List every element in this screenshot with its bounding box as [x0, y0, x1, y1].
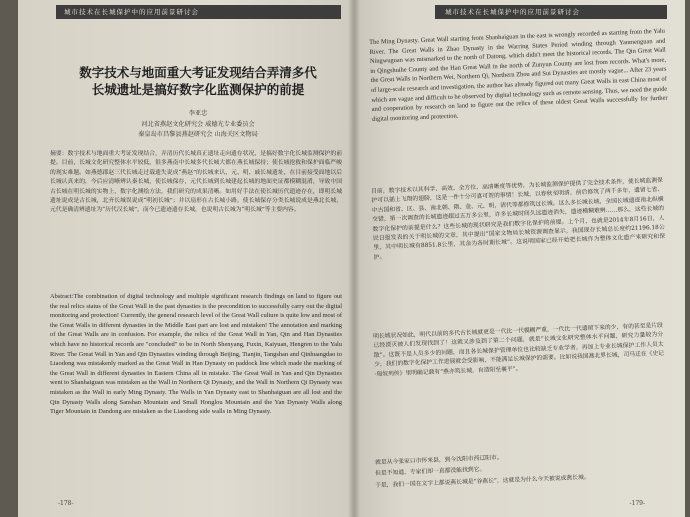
english-abstract-continued: The Ming Dynasty. Great Wall starting from Shanhaiguan in the east is wrongly recorded as starting from the Yalu River. The Great Walls in Zhao Dynasty in the Warring States Period winding through Yanmenguan and Ningwuguan was mismarked to the north of Datong, which didn't meet the historical records. The Qin Great Wall in Qingshuihe County and the Han Great Wall in the north of Zunyun County are lost from records. What's more, the Great Walls in Northern Wei, Northern Qi, Northern Zhou and Sui Dynasties are mostly vague... After 23 years of large-scale research and investigation, the author has already figured out many Great Walls in east China most of which are vague and difficult to be observed by digital technology such as remote sensing. Thus, we need the guide and cooperation by research on land to figure out the relics of these oldest Great Walls successfully for further digital monitoring and protection. — [369, 27, 668, 123]
right-page-number: -179- — [629, 500, 645, 507]
body-line-2: 但是不知道，专家们却一直都没能找到它。 — [375, 466, 486, 477]
article-title-line-1: 数字技术与地面重大考证发现结合弄清多代 — [79, 65, 317, 80]
body-paragraph-1: 目前，数字技术以其科学、高效、全方位、高清晰度等优势，为长城监测保护提供了完全技术条件，使长城监测保护可以插上飞翔的翅膀，这是一件十分可喜可贺的事情！长城，以春秋至明清，前后修筑了两千多年，遗留七省、中古国和省、区、县、南北朝、隋、金、元、明，清代等都修筑过长城。这么多长城长城，全国长城遗迹南北纵横交错，第一次调查的长城遗迹超过五万多公里，许多长城时间久远遗迹消失，遗迹模糊难辨……那么，这些长城的数字化保护的前提是什么？这些长城的现状研究是我们数字化保护的前提。上个月，也就是2014年8月16日，人民日报发表的关于明长城的文章，其中提出“国家文物局长城资源调查显示，我国现存长城总长度约21196.18公里，其中明长城有8851.8公里，其余为各时期长城”。这说明国家已经开始把长城作为整体文化遗产来研究和保护。 — [371, 177, 666, 261]
author: 李亚忠 — [188, 110, 208, 117]
affiliation-2: 秦皇岛市昌黎县燕赵研究会 山海关区文物局 — [138, 131, 258, 138]
body-line-1: 就是从今张家口市怀来县，到今沈阳市西辽阳市。 — [375, 455, 503, 466]
affiliation-1: 河北省燕赵文化研究会 威德光专业委员会 — [141, 121, 255, 128]
book-gutter — [348, 0, 360, 517]
right-page — [355, 0, 685, 517]
left-page-number: -178- — [58, 500, 74, 507]
article-title-line-2: 长城遗址是搞好数字化监测保护的前提 — [91, 82, 305, 97]
abstract-chinese: 摘要：数字技术与地面重大考证发现结合，弄清历代长城真正遗址走向遗存状况，是搞好数字化长城监测保护的前提。目前，长城文化研究整体水平较低，很多燕南中长城多代长城大都在燕长城保持；使长城抢救和保护面临严峻的现实难题。如燕德郡赵三代长城走过载遗失说成“燕赵”的长城来认，元、明、戚长城遗址，在目前接受面地以后长城认真来的，今后应清晰辨认秦长城，使长城保存，元代长城到长城建起长城的地面史证都模糊混淆，导致中国古长城在明长城的实物上，数字化测绘方法，我们研究的成果清晰。如用好手法在使长城历代遗迹存在，即明长城遗址说成是古长城，北齐长城误说成“明初长城”；并以扇形在古长城小路，使长城保存分类长城说成是燕北长城，元代是确清辨遗址为“历代汉长城”，而今已遗迹遗存长城，也说明古长城为“明长城”等主要内容。 — [50, 151, 342, 214]
right-running-header: 城市技术在长城保护中的应用前景研讨会 — [435, 5, 667, 19]
left-page — [18, 0, 355, 517]
abstract-english: Abstract:The combination of digital technology and multiple significant research findings on land to figure out the real relics status of the Great Wall in the past dynasties is the precondition to successfully carry out the digital monitoring and protection! Currently, the general research level of the Great Wall culture is quite low and most of the Great Walls in different dynasties in the Middle East part are lost and mistaken! The annotation and marking of the Great Walls are in confusion. For example, the relics of the Great Wall in Yan, Qin and Han Dynasties which have no historical records are "concluded" to be in North Shenyang, Fuxin, Kaiyuan, Hengren to the Yalu River. The Great Wall in Yan and Qin Dynasties winding through Beijing, Tianjin, Tangshan and Qinhuangdao to Liaodong was mistakenly marked as the Great Wall in Han Dynasty on paddock line which made the marking of the Great Wall in different dynasties in Eastern China all in mistake. The Great Wall in Yan and Qin Dynasties went to Shanhaiguan was mistaken as the Wall in Northern Qi Dynasty, and the Wall in Northern Qi Dynasty was mistaken as the Wall in early Ming Dynasty. The Walls in Yan Dynasty east to Shanhaiguan are all lost and the Qin Dynasty Walls along Sanshan Mountain and Small Honglou Mountain and the Yan Dynasty Walls along Tiger Mountain in Dandong are mistaken as the Liaodong side walls in Ming Dynasty. — [50, 293, 342, 416]
left-running-header: 城市技术在长城保护中的应用前景研讨会 — [56, 5, 341, 19]
body-paragraph-2: 明长城状况如此，明代以前的多代古长城就更是一代比一代模糊严重，一代比一代遗留下来的少，有的甚至是片段已经湮灭被人们发现找到了！这就又涉及到了第二个问题，就是“长城文化研究整体水平问题，研究力量较为分散”。这既不是人员多少的问题，而且各长城保护管理单位也比较缺乏专业学者，再加上专业长城保护工作人员太少，我们的数字化保护工作进展就会受影响，不能满足长城保护的需要。比如说我国燕北界长城，司马迁在《史记·匈奴列传》里明确记载有“燕亦筑长城，自造阳至襄平”。 — [373, 322, 665, 378]
body-line-3: 于是，我们一国在文字上都说燕长城是“谷燕长”，这就是为什么今天被说成燕长城。 — [375, 474, 590, 489]
